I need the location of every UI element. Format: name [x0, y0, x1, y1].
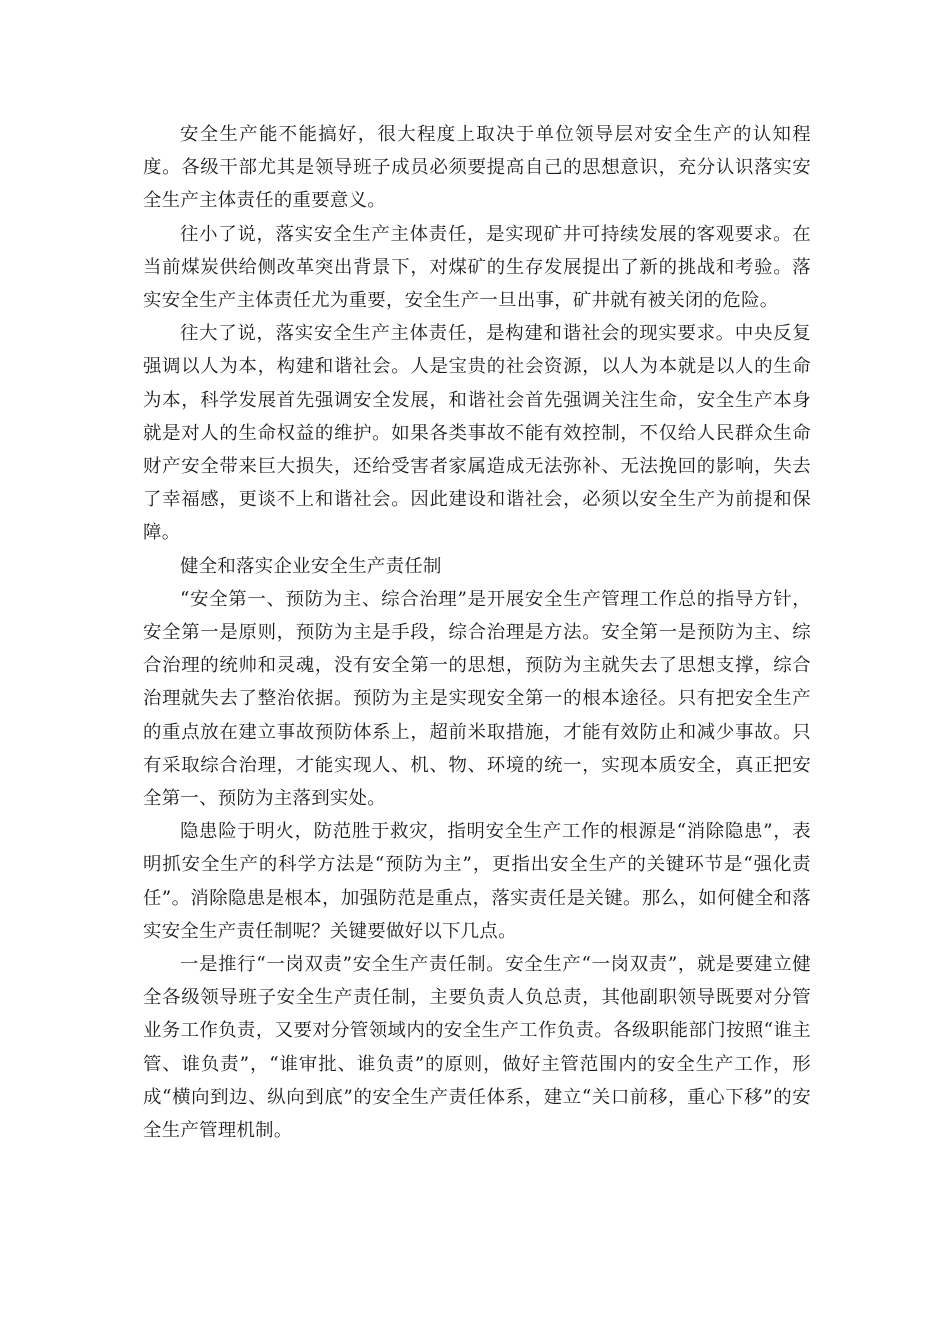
- paragraph-hazard-elimination: 隐患险于明火，防范胜于救灾，指明安全生产工作的根源是“消除隐患”，表明抓安全生产的科学方法是“预防为主”，更指出安全生产的关键环节是“强化责任”。消除隐患是根本，加强防范是重点，落实责任是关键。那么，如何健全和落实安全生产责任制呢？关键要做好以下几点。: [143, 821, 811, 942]
- paragraph-one-post-two-duties: 一是推行“一岗双责”安全生产责任制。安全生产“一岗双责”，就是要建立健全各级领导班子安全生产责任制，主要负责人负总责，其他副职领导既要对分管业务工作负责，又要对分管领域内的安全生产工作负责。各级职能部门按照“谁主管、谁负责”，“谁审批、谁负责”的原则，做好主管范围内的安全生产工作，形成“横向到边、纵向到底”的安全生产责任体系，建立“关口前移，重心下移”的安全生产管理机制。: [143, 954, 811, 1142]
- paragraph-leadership-awareness: 安全生产能不能搞好，很大程度上取决于单位领导层对安全生产的认知程度。各级干部尤其是领导班子成员必须要提高自己的思想意识，充分认识落实安全生产主体责任的重要意义。: [143, 124, 811, 212]
- paragraph-safety-first-policy: “安全第一、预防为主、综合治理”是开展安全生产管理工作总的指导方针，安全第一是原则，预防为主是手段，综合治理是方法。安全第一是预防为主、综合治理的统帅和灵魂，没有安全第一的思想，预防为主就失去了思想支撑，综合治理就失去了整治依据。预防为主是实现安全第一的根本途径。只有把安全生产的重点放在建立事故预防体系上，超前米取措施，才能有效防止和减少事故。只有采取综合治理，才能实现人、机、物、环境的统一，实现本质安全，真正把安全第一、预防为主落到实处。: [143, 588, 811, 810]
- section-heading: 健全和落实企业安全生产责任制: [180, 555, 442, 577]
- document-body: [143, 118, 811, 1147]
- paragraph-harmonious-society: 往大了说，落实安全生产主体责任，是构建和谐社会的现实要求。中央反复强调以人为本，构建和谐社会。人是宝贵的社会资源，以人为本就是以人的生命为本，科学发展首先强调安全发展，和谐社会首先强调关注生命，安全生产本身就是对人的生命权益的维护。如果各类事故不能有效控制，不仅给人民群众生命财产安全带来巨大损失，还给受害者家属造成无法弥补、无法挽回的影响，失去了幸福感，更谈不上和谐社会。因此建设和谐社会，必须以安全生产为前提和保障。: [143, 323, 811, 544]
- paragraph-mine-sustainability: 往小了说，落实安全生产主体责任，是实现矿井可持续发展的客观要求。在当前煤炭供给侧改革突出背景下，对煤矿的生存发展提出了新的挑战和考验。落实安全生产主体责任尤为重要，安全生产一旦出事，矿井就有被关闭的危险。: [143, 223, 811, 312]
